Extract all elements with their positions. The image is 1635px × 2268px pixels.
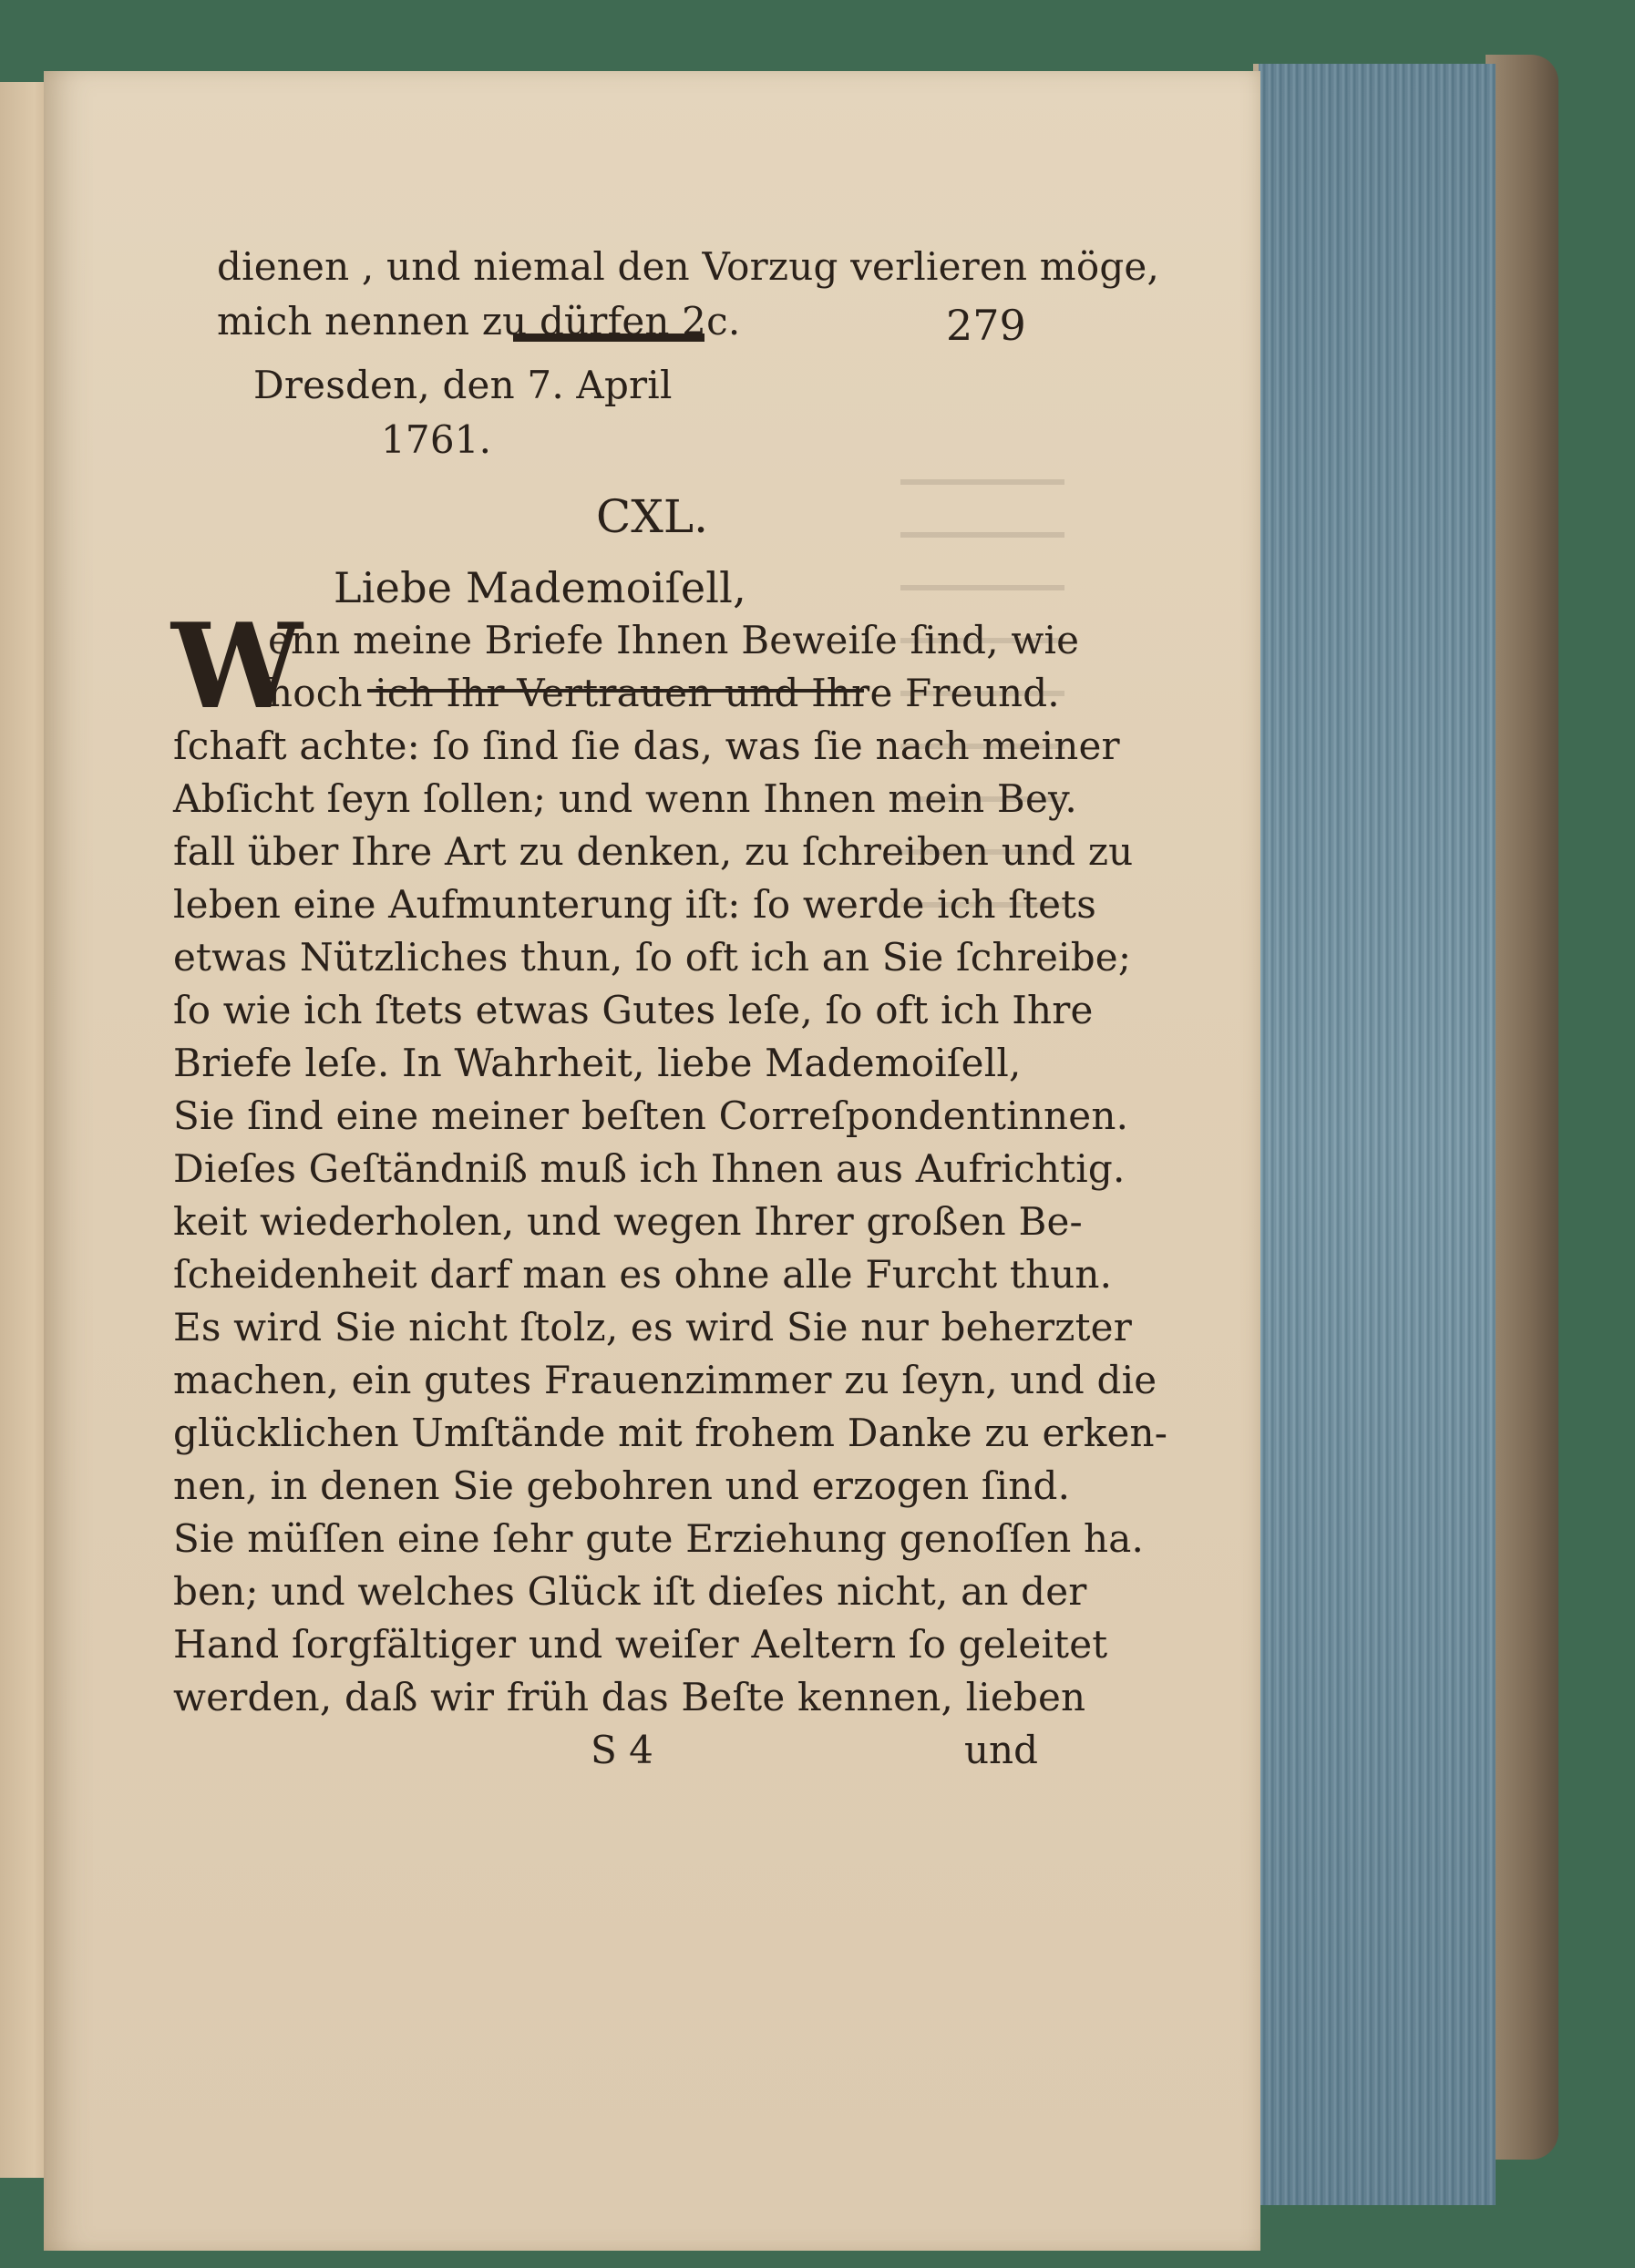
year: 1761. — [381, 417, 492, 462]
text-line: etwas Nützliches thun, ſo oft ich an Sie ſchreibe; — [173, 935, 1132, 980]
place-date: Dresden, den 7. April — [253, 363, 673, 407]
text-line: Sie ſind eine meiner beſten Correſpondentinnen. — [173, 1093, 1129, 1138]
text-line: Dieſes Geſtändniß muß ich Ihnen aus Aufrichtig. — [173, 1146, 1126, 1191]
text-line: ſo wie ich ſtets etwas Gutes leſe, ſo oft ich Ihre — [173, 988, 1094, 1032]
page-block-edge — [1253, 64, 1496, 2205]
text-line: fall über Ihre Art zu denken, zu ſchreiben und zu — [173, 829, 1134, 874]
text-line: Briefe leſe. In Wahrheit, liebe Mademoiſell, — [173, 1041, 1022, 1085]
text-line: werden, daß wir früh das Beſte kennen, lieben — [173, 1675, 1086, 1719]
text-line: ben; und welches Glück iſt dieſes nicht, an der — [173, 1569, 1087, 1614]
book-page — [44, 71, 1260, 2251]
catchword: und — [964, 1728, 1038, 1772]
text-line: Hand ſorgfältiger und weiſer Aeltern ſo geleitet — [173, 1622, 1108, 1667]
text-line: keit wiederholen, und wegen Ihrer großen Be- — [173, 1199, 1083, 1244]
text-line: hoch ich Ihr Vertrauen und Ihre Freund. — [268, 671, 1060, 715]
text-line: ſcheidenheit darf man es ohne alle Furcht thun. — [173, 1252, 1113, 1297]
text-line: leben eine Aufmunterung iſt: ſo werde ich ſtets — [173, 882, 1096, 927]
page-number: 279 — [946, 301, 1026, 350]
signature-mark: S 4 — [591, 1728, 653, 1772]
text-line: nen, in denen Sie gebohren und erzogen ſind. — [173, 1463, 1071, 1508]
text-line: glücklichen Umſtände mit frohem Danke zu erken- — [173, 1411, 1168, 1455]
salutation: Liebe Mademoiſell, — [334, 563, 746, 612]
text-line: ſchaft achte: ſo ſind ſie das, was ſie nach meiner — [173, 724, 1120, 768]
text-line: Sie müſſen eine ſehr gute Erziehung genoſſen ha. — [173, 1516, 1145, 1561]
letter-number: CXL. — [596, 490, 708, 543]
text-line: dienen , und niemal den Vorzug verlieren möge, — [217, 244, 1160, 289]
text-line: Abſicht ſeyn ſollen; und wenn Ihnen mein Bey. — [173, 776, 1077, 821]
book-cover-edge — [1486, 55, 1558, 2160]
text-line: machen, ein gutes Frauenzimmer zu ſeyn, und die — [173, 1358, 1157, 1402]
text-line: mich nennen zu dürfen 2c. — [217, 299, 741, 344]
drop-cap: W — [171, 599, 303, 735]
text-line: Es wird Sie nicht ſtolz, es wird Sie nur beherzter — [173, 1305, 1132, 1350]
text-line: enn meine Briefe Ihnen Beweiſe ſind, wie — [268, 618, 1080, 662]
